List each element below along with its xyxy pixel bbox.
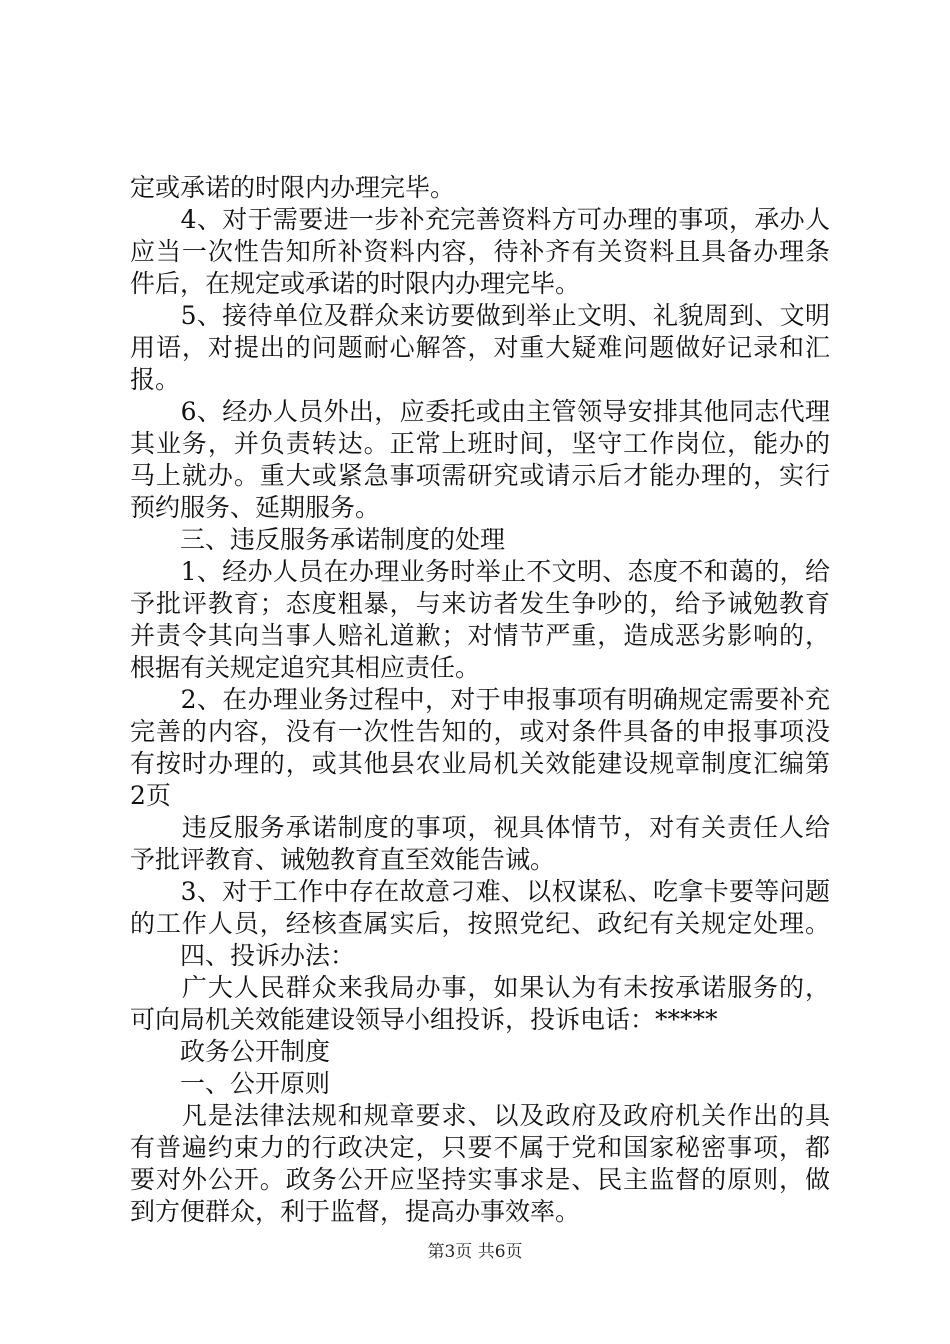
text-line: 3、对于工作中存在故意刁难、以权谋私、吃拿卡要等问题: [130, 877, 830, 906]
text-line: 凡是法律法规和规章要求、以及政府及政府机关作出的具: [130, 1101, 830, 1130]
text-line: 政务公开制度: [130, 1037, 331, 1066]
text-line: 马上就办。重大或紧急事项需研究或请示后才能办理的，实行: [130, 461, 830, 490]
text-line: 并责令其向当事人赔礼道歉；对情节严重，造成恶劣影响的，: [130, 621, 830, 650]
text-line: 6、经办人员外出，应委托或由主管领导安排其他同志代理: [130, 397, 830, 426]
text-line: 4、对于需要进一步补充完善资料方可办理的事项，承办人: [130, 205, 830, 234]
text-line: 定或承诺的时限内办理完毕。: [130, 173, 456, 202]
text-line: 有按时办理的，或其他县农业局机关效能建设规章制度汇编第: [130, 749, 830, 778]
text-line: 一、公开原则: [130, 1069, 331, 1098]
text-line: 5、接待单位及群众来访要做到举止文明、礼貌周到、文明: [130, 301, 830, 330]
text-line: 的工作人员，经核查属实后，按照党纪、政纪有关规定处理。: [130, 909, 830, 938]
text-line: 三、违反服务承诺制度的处理: [130, 525, 506, 554]
text-line: 四、投诉办法：: [130, 941, 356, 970]
page-footer: 第3页 共6页: [427, 1242, 523, 1262]
text-line: 完善的内容，没有一次性告知的，或对条件具备的申报事项没: [130, 717, 830, 746]
text-line: 其业务，并负责转达。正常上班时间，坚守工作岗位，能办的: [130, 429, 830, 458]
text-line: 可向局机关效能建设领导小组投诉，投诉电话：*****: [130, 1005, 718, 1034]
text-line: 件后，在规定或承诺的时限内办理完毕。: [130, 269, 581, 298]
text-line: 予批评教育；态度粗暴，与来访者发生争吵的，给予诫勉教育: [130, 589, 830, 618]
text-line: 2页: [130, 781, 171, 810]
text-line: 要对外公开。政务公开应坚持实事求是、民主监督的原则，做: [130, 1165, 830, 1194]
text-line: 2、在办理业务过程中，对于申报事项有明确规定需要补充: [130, 685, 830, 714]
text-line: 1、经办人员在办理业务时举止不文明、态度不和蔼的，给: [130, 557, 830, 586]
text-line: 予批评教育、诫勉教育直至效能告诫。: [130, 845, 556, 874]
text-line: 违反服务承诺制度的事项，视具体情节，对有关责任人给: [130, 813, 830, 842]
text-line: 有普遍约束力的行政决定，只要不属于党和国家秘密事项，都: [130, 1133, 830, 1162]
text-line: 根据有关规定追究其相应责任。: [130, 653, 481, 682]
text-line: 广大人民群众来我局办事，如果认为有未按承诺服务的，: [130, 973, 830, 1002]
text-line: 到方便群众，利于监督，提高办事效率。: [130, 1197, 581, 1226]
text-line: 应当一次性告知所补资料内容，待补齐有关资料且具备办理条: [130, 237, 830, 266]
text-line: 用语，对提出的问题耐心解答，对重大疑难问题做好记录和汇: [130, 333, 830, 362]
text-line: 报。: [130, 365, 181, 394]
text-line: 预约服务、延期服务。: [130, 493, 381, 522]
